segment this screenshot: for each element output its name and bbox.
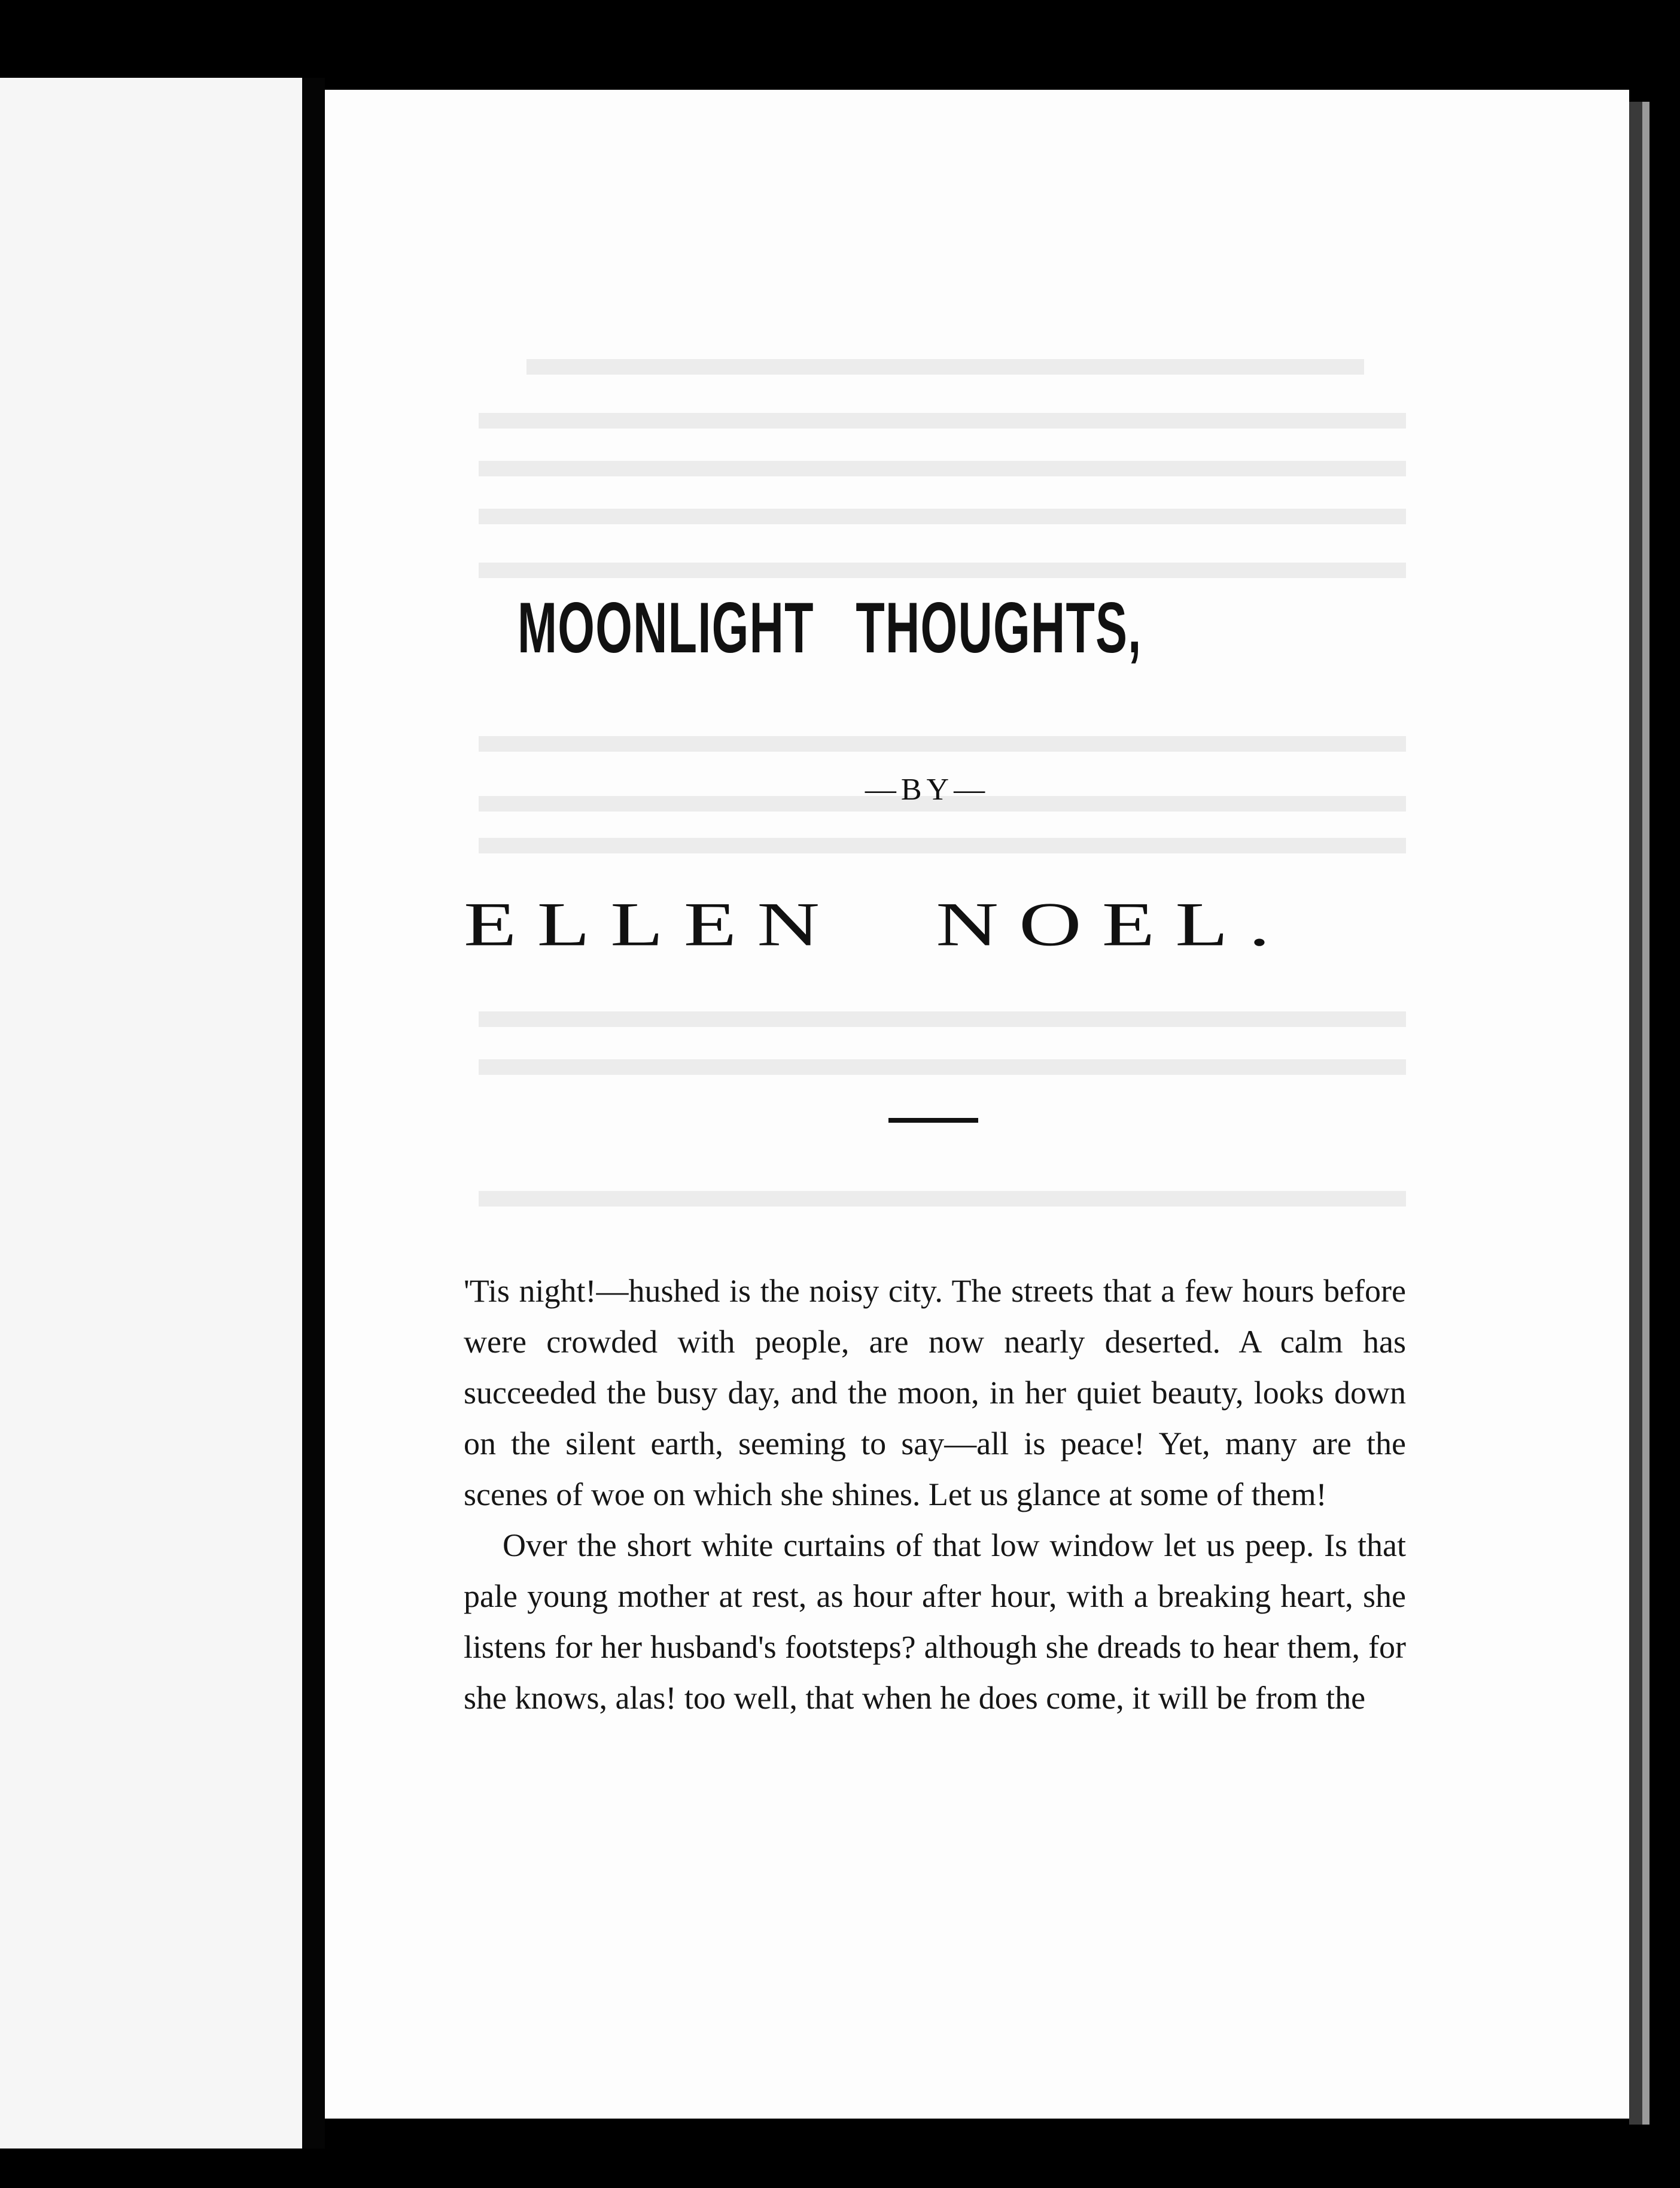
paragraph: Over the short white curtains of that low window let us peep. Is that pale young mother at rest, as hour after hour, with a breaking heart, she listens for her husband's footsteps? although she dreads to hear them, for she knows, alas! too well, that when he does come, it will be from the bbox=[464, 1527, 1406, 1716]
page-edge bbox=[1629, 102, 1642, 2125]
divider-rule bbox=[888, 1118, 978, 1123]
title-page bbox=[325, 90, 1629, 2119]
show-through-line bbox=[479, 461, 1406, 476]
by-line: —BY— bbox=[865, 773, 990, 807]
show-through-line bbox=[479, 1191, 1406, 1207]
show-through-line bbox=[479, 838, 1406, 853]
show-through-line bbox=[479, 736, 1406, 752]
show-through-line bbox=[479, 1059, 1406, 1075]
show-through-line bbox=[526, 359, 1364, 375]
facing-page bbox=[0, 78, 311, 2149]
show-through-line bbox=[479, 1011, 1406, 1027]
paragraph: 'Tis night!—hushed is the noisy city. The streets that a few hours before were crowded with people, are now nearly deserted. A calm has succeeded the busy day, and the moon, in her quiet beauty, looks down on the silent earth, seeming to say—all is peace! Yet, many are the scenes of woe on which she shines. Let us glance at some of them! bbox=[464, 1273, 1406, 1512]
body-text bbox=[464, 1266, 1406, 1724]
show-through-line bbox=[479, 563, 1406, 578]
book-spine bbox=[302, 78, 325, 2149]
book-title: MOONLIGHT THOUGHTS, bbox=[518, 588, 1142, 668]
show-through-line bbox=[479, 509, 1406, 524]
page-edge-highlight bbox=[1642, 102, 1649, 2125]
author-name: ELLEN NOEL. bbox=[464, 890, 1291, 959]
show-through-line bbox=[479, 413, 1406, 429]
